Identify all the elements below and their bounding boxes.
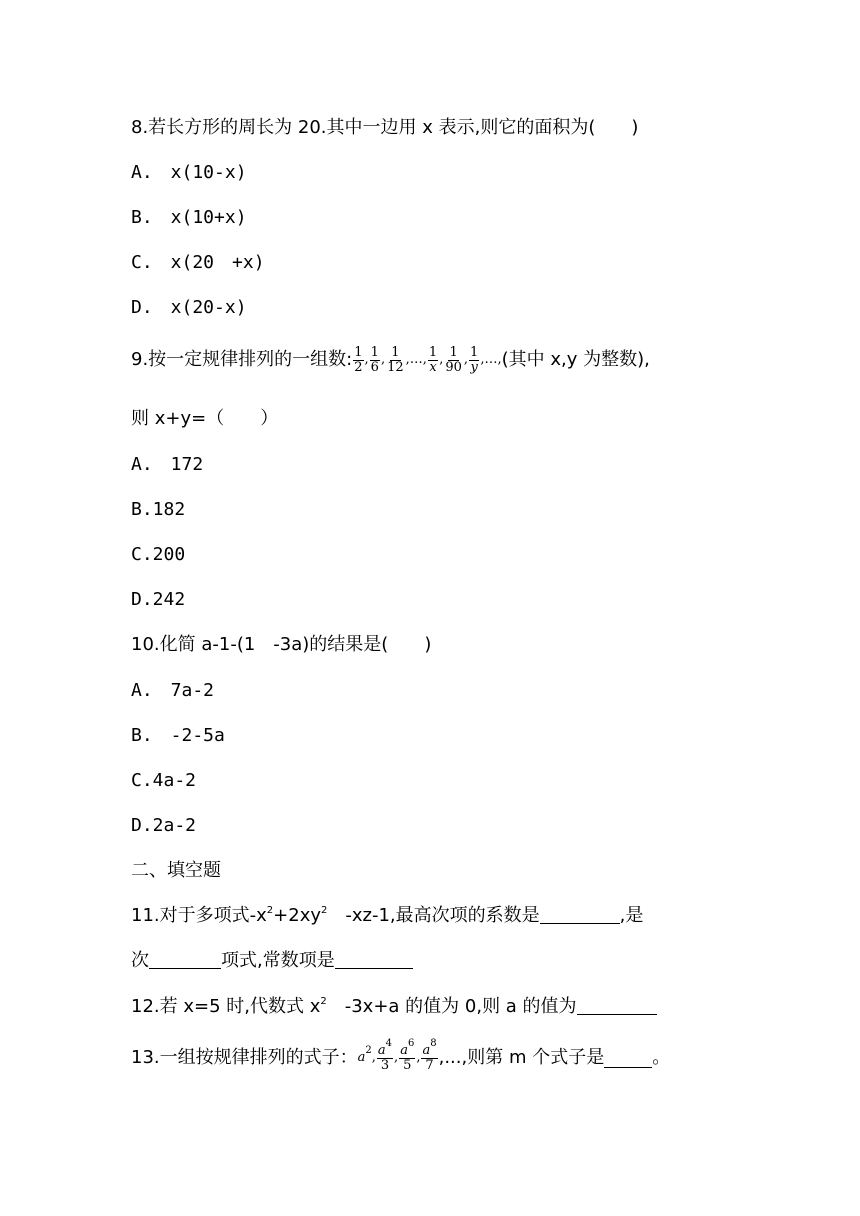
ellipsis-mid: …, [409, 352, 427, 367]
question-9-option-a: A. 172 [131, 454, 204, 475]
question-9-suffix: (其中 x,y 为整数), [501, 349, 650, 370]
question-10-option-b: B. -2-5a [131, 725, 225, 746]
question-9-stem: 9.按一定规律排列的一组数: $\frac{1}{2}$ , $\frac{1}{6}$ , $\frac{1}{12}$ , …, $\frac{1}{x}$ , $\frac{1}{90}$ , $\frac{1}{y}$ ,…, (其中 x,y 为整数), [131, 344, 650, 375]
fraction-1: $\frac{1}{2}$ [354, 344, 363, 375]
question-10-option-d: D.2a-2 [131, 815, 197, 836]
answer-blank-degree[interactable] [149, 950, 221, 969]
answer-blank-constant[interactable] [335, 950, 413, 969]
fraction-2: $\frac{1}{6}$ [370, 344, 379, 375]
section-2-title: 二、填空题 [131, 860, 221, 881]
question-9-option-c: C.200 [131, 544, 186, 565]
question-8-option-b: B. x(10+x) [131, 207, 247, 228]
question-11-line-2: 次 项式,常数项是 [131, 949, 413, 973]
question-9-line-2: 则 x+y=（ ） [131, 408, 279, 429]
answer-blank-a-value[interactable] [577, 996, 657, 1015]
question-9-option-d: D.242 [131, 589, 186, 610]
answer-blank-coefficient[interactable] [540, 905, 620, 924]
ellipsis-end: ,…, [480, 352, 502, 367]
fraction-5: $\frac{1}{90}$ [445, 344, 462, 375]
term-3: $\frac{a^6}{5}$ [400, 1037, 415, 1073]
question-8-option-d: D. x(20-x) [131, 297, 247, 318]
answer-blank-mth-term[interactable] [604, 1049, 652, 1068]
question-13: 13.一组按规律排列的式子： $a^2$ , $\frac{a^4}{3}$ , $\frac{a^6}{5}$ , $\frac{a^8}{7}$ ,...,则第 m 个式子是 。 [131, 1037, 671, 1073]
question-12: 12.若 x=5 时,代数式 $x^2$ -3x+a 的值为 0,则 a 的值为 [131, 995, 657, 1019]
question-10-option-a: A. 7a-2 [131, 680, 215, 701]
question-8-option-a: A. x(10-x) [131, 162, 247, 183]
fraction-y: $\frac{1}{y}$ [470, 344, 479, 375]
fraction-3: $\frac{1}{12}$ [387, 344, 404, 375]
question-9-prefix: 9.按一定规律排列的一组数: [131, 349, 353, 370]
term-1: $a^2$ [357, 1045, 372, 1065]
question-9-option-b: B.182 [131, 499, 186, 520]
question-11-line-1: 11.对于多项式$-x^2+2xy^2$ -xz-1,最高次项的系数是 ,是 [131, 905, 644, 926]
term-2: $\frac{a^4}{3}$ [377, 1037, 393, 1073]
question-10-stem: 10.化简 a-1-(1 -3a)的结果是( ) [131, 634, 432, 655]
question-8-stem: 8.若长方形的周长为 20.其中一边用 x 表示,则它的面积为( ) [131, 117, 639, 138]
question-10-option-c: C.4a-2 [131, 770, 197, 791]
fraction-x: $\frac{1}{x}$ [428, 344, 438, 375]
term-4: $\frac{a^8}{7}$ [422, 1037, 437, 1073]
question-8-option-c: C. x(20 +x) [131, 252, 265, 273]
